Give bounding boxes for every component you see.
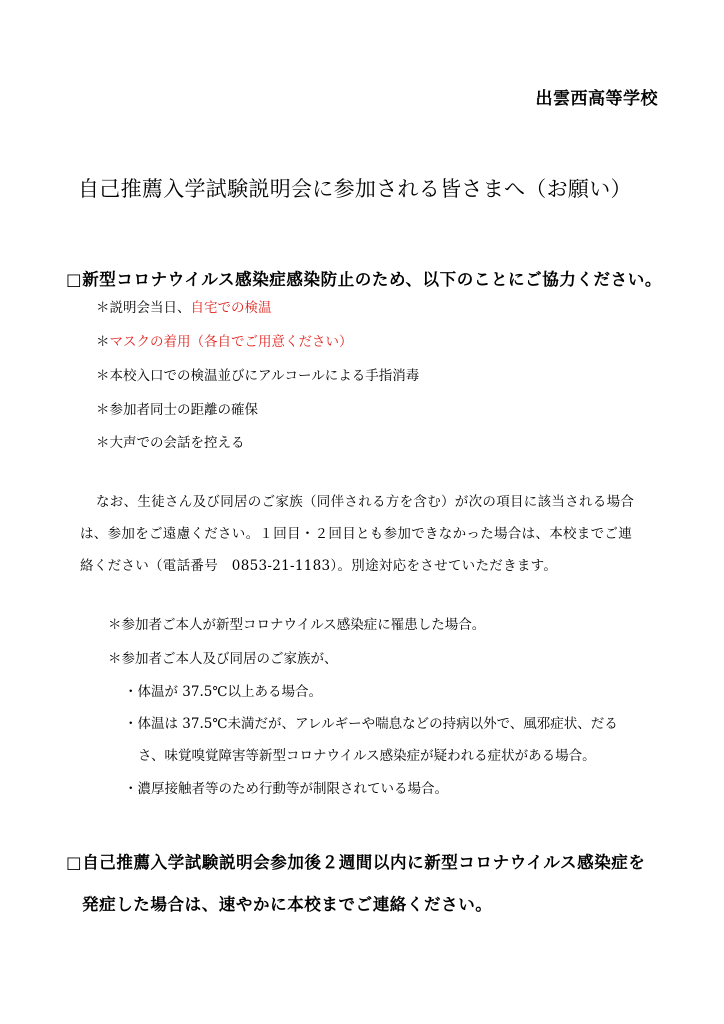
bullet-item-temperature bbox=[96, 296, 272, 316]
condition-sub-3: ・濃厚接触者等のため行動等が制限されている場合。 bbox=[124, 781, 448, 797]
section1-heading: □新型コロナウイルス感染症感染防止のため、以下のことにご協力ください。 bbox=[66, 270, 662, 289]
bullet-item-quiet: ＊大声での会話を控える bbox=[96, 435, 245, 451]
bullet-item-disinfection: ＊本校入口での検温並びにアルコールによる手指消毒 bbox=[96, 368, 420, 384]
bullet-highlight: マスクの着用（各自でご用意ください） bbox=[109, 334, 353, 350]
condition-item-2: ＊参加者ご本人及び同居のご家族が、 bbox=[108, 651, 338, 667]
paragraph-line-1: なお、生徒さん及び同居のご家族（同伴される方を含む）が次の項目に該当される場合 bbox=[96, 494, 635, 510]
condition-sub-1: ・体温が 37.5℃以上ある場合。 bbox=[124, 684, 322, 700]
bullet-prefix: ＊ bbox=[96, 334, 110, 350]
section2-heading-line-2: 発症した場合は、速やかに本校までご連絡ください。 bbox=[82, 895, 493, 914]
page-title: 自己推薦入学試験説明会に参加される皆さまへ（お願い） bbox=[78, 177, 632, 201]
paragraph-line-3: 絡ください（電話番号 0853-21-1183）。別途対応をさせていただきます。 bbox=[80, 558, 558, 574]
school-name: 出雲西高等学校 bbox=[535, 89, 658, 109]
paragraph-line-2: は、参加をご遠慮ください。１回目・２回目とも参加できなかった場合は、本校までご連 bbox=[80, 526, 632, 542]
condition-item-1: ＊参加者ご本人が新型コロナウイルス感染症に罹患した場合。 bbox=[108, 617, 486, 633]
bullet-highlight: 自宅での検温 bbox=[190, 300, 272, 316]
section2-heading-line-1: □自己推薦入学試験説明会参加後２週間以内に新型コロナウイルス感染症を bbox=[66, 853, 646, 872]
bullet-item-mask bbox=[96, 330, 353, 350]
bullet-prefix: ＊説明会当日、 bbox=[96, 300, 191, 316]
bullet-item-distance: ＊参加者同士の距離の確保 bbox=[96, 402, 258, 418]
condition-sub-2-line-2: さ、味覚嗅覚障害等新型コロナウイルス感染症が疑われる症状がある場合。 bbox=[138, 748, 596, 764]
condition-sub-2-line-1: ・体温は 37.5℃未満だが、アレルギーや喘息などの持病以外で、風邪症状、だる bbox=[124, 716, 618, 732]
